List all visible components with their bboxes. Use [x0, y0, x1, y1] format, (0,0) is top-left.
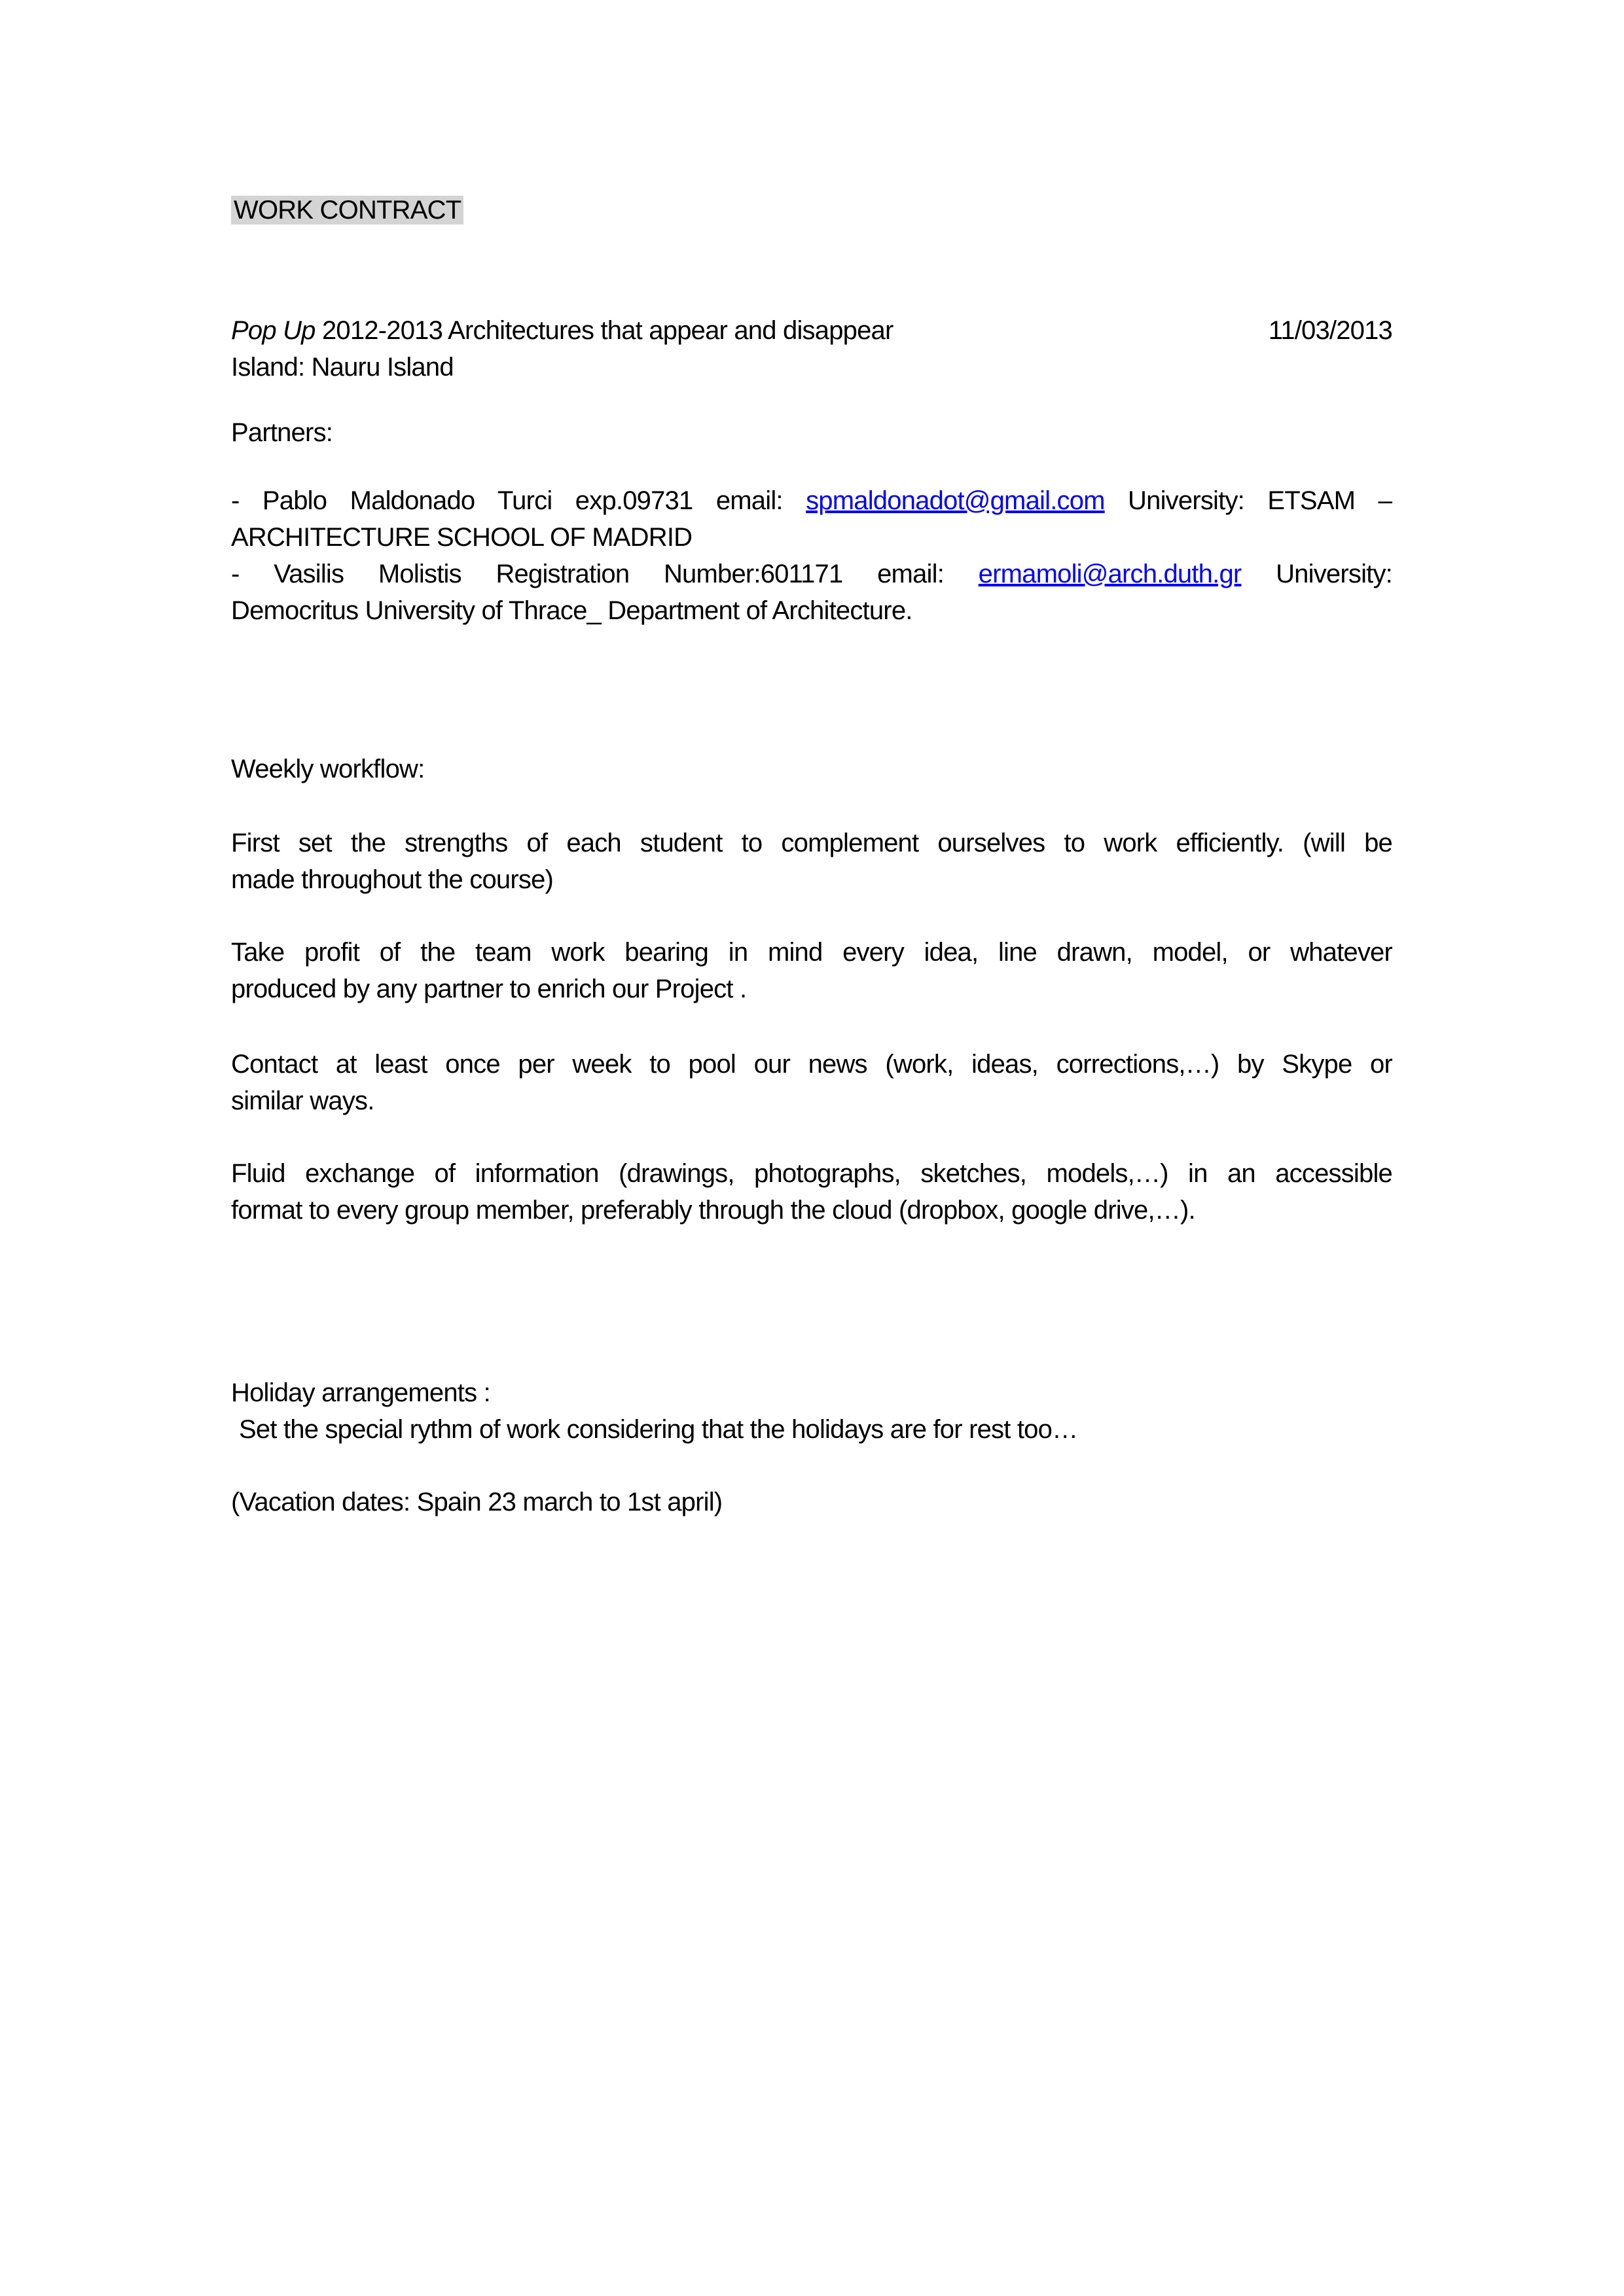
workflow-paragraph-2	[231, 934, 1392, 1007]
vacation-line: (Vacation dates: Spain 23 march to 1st april)	[231, 1488, 723, 1516]
workflow-paragraph-3	[231, 1046, 1392, 1119]
partner1-email-link[interactable]: spmaldonadot@gmail.com	[806, 486, 1105, 515]
holiday-label: Holiday arrangements :	[231, 1378, 490, 1407]
workflow-p3-line2: similar ways.	[231, 1086, 374, 1115]
workflow-p3-line1: Contact at least once per week to pool our news (work, ideas, corrections,…) by Skype or	[231, 1050, 1392, 1079]
header-paragraph	[231, 312, 1392, 386]
partner2-line1	[231, 556, 1392, 592]
partner2-email-link[interactable]: ermamoli@arch.duth.gr	[978, 560, 1242, 588]
workflow-p4-line2: format to every group member, preferably through the cloud (dropbox, google drive,…).	[231, 1196, 1195, 1225]
workflow-p1-line1: First set the strengths of each student to complement ourselves to work efficiently. (will be	[231, 829, 1392, 857]
workflow-paragraph-1	[231, 825, 1392, 898]
partner2-university: University:	[1241, 560, 1392, 588]
partner1-line2: ARCHITECTURE SCHOOL OF MADRID	[231, 523, 693, 552]
partner1-line1	[231, 482, 1392, 519]
partner1-university: University: ETSAM –	[1104, 486, 1392, 515]
workflow-p1-line2: made throughout the course)	[231, 865, 554, 894]
project-name-italic: Pop Up	[231, 316, 316, 345]
document-date: 11/03/2013	[1268, 316, 1392, 345]
document-title: WORK CONTRACT	[231, 196, 463, 224]
partner2-line2: Democritus University of Thrace_ Department of Architecture.	[231, 596, 912, 625]
project-subtitle: 2012-2013 Architectures that appear and disappear	[315, 316, 893, 345]
holiday-line: Set the special rythm of work considering that the holidays are for rest too…	[239, 1415, 1078, 1444]
partner2-paragraph	[231, 556, 1392, 629]
holiday-paragraph	[231, 1374, 1392, 1448]
workflow-paragraph-4	[231, 1155, 1392, 1229]
partner1-paragraph	[231, 482, 1392, 556]
title-row	[231, 192, 1392, 229]
workflow-p4-line1: Fluid exchange of information (drawings, photographs, sketches, models,…) in an accessible	[231, 1159, 1392, 1188]
project-line	[231, 312, 1392, 349]
document-content	[231, 0, 1392, 1520]
partner2-details: - Vasilis Molistis Registration Number:601171 email:	[231, 560, 979, 588]
partners-label: Partners:	[231, 418, 333, 447]
workflow-p2-line1: Take profit of the team work bearing in mind every idea, line drawn, model, or whatever	[231, 938, 1392, 967]
island-line: Island: Nauru Island	[231, 353, 454, 382]
partner1-details: - Pablo Maldonado Turci exp.09731 email:	[231, 486, 806, 515]
workflow-label: Weekly workflow:	[231, 755, 425, 783]
workflow-p2-line2: produced by any partner to enrich our Project .	[231, 975, 747, 1003]
